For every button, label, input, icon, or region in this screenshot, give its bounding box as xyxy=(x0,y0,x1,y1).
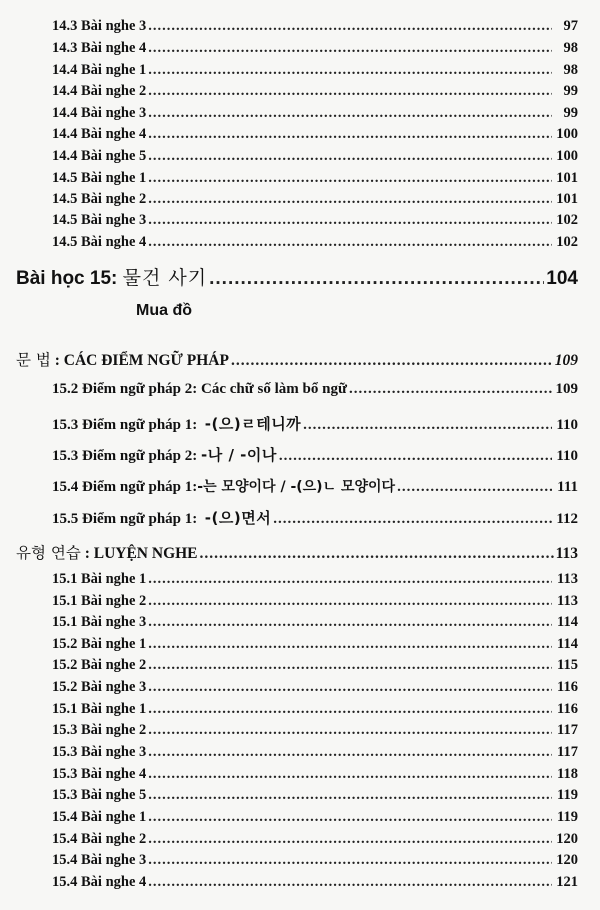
entry-page: 118 xyxy=(557,766,578,782)
section-title: : CÁC ĐIỂM NGỮ PHÁP xyxy=(54,352,229,369)
entry-page: 101 xyxy=(556,170,578,186)
dot-leader xyxy=(148,766,552,783)
grammar-label xyxy=(52,507,271,528)
entry-label: 15.4 Bài nghe 2 xyxy=(52,831,147,847)
dot-leader xyxy=(397,479,552,496)
dot-leader xyxy=(231,352,553,370)
entry-label: 15.1 Bài nghe 2 xyxy=(52,593,147,609)
dot-leader xyxy=(148,191,552,208)
entry-label: 15.2 Bài nghe 3 xyxy=(52,679,147,695)
entry-label: 15.1 Bài nghe 1 xyxy=(52,571,147,587)
toc-entry[interactable] xyxy=(52,170,578,192)
entry-page: 120 xyxy=(556,852,578,868)
dot-leader xyxy=(148,170,552,187)
dot-leader xyxy=(148,744,552,761)
entry-page: 119 xyxy=(557,787,578,803)
toc-entry[interactable] xyxy=(52,593,578,615)
grammar-page: 112 xyxy=(556,511,578,527)
entry-label: 15.3 Bài nghe 2 xyxy=(52,722,147,738)
entry-page: 99 xyxy=(563,83,578,99)
entry-label: 15.3 Bài nghe 4 xyxy=(52,766,147,782)
entry-page: 114 xyxy=(557,614,578,630)
grammar-entry[interactable] xyxy=(52,381,578,405)
entry-page: 116 xyxy=(557,679,578,695)
section-heading-grammar[interactable] xyxy=(16,348,578,372)
entry-page: 97 xyxy=(563,18,578,34)
dot-leader xyxy=(209,268,544,290)
entry-page: 119 xyxy=(557,809,578,825)
section-title: : LUYỆN NGHE xyxy=(84,545,198,562)
toc-entry[interactable] xyxy=(52,40,578,62)
section-label xyxy=(16,541,198,563)
grammar-entry[interactable] xyxy=(52,413,578,437)
dot-leader xyxy=(148,809,552,826)
section-page: 109 xyxy=(554,352,578,369)
entry-page: 99 xyxy=(563,105,578,121)
dot-leader xyxy=(148,874,552,891)
grammar-label: 15.2 Điểm ngữ pháp 2: Các chữ số làm bổ ngữ xyxy=(52,381,347,397)
dot-leader xyxy=(303,417,552,434)
entry-label: 15.1 Bài nghe 1 xyxy=(52,701,147,717)
entry-label: 14.4 Bài nghe 5 xyxy=(52,148,147,164)
entry-label: 14.3 Bài nghe 4 xyxy=(52,40,147,56)
dot-leader xyxy=(148,852,552,869)
toc-entry[interactable] xyxy=(52,614,578,636)
grammar-page: 109 xyxy=(555,381,578,397)
lesson-heading[interactable] xyxy=(16,263,578,293)
entry-label: 15.4 Bài nghe 4 xyxy=(52,874,147,890)
grammar-label-text: 15.5 Điểm ngữ pháp 1: xyxy=(52,511,198,527)
toc-entry[interactable] xyxy=(52,679,578,701)
entry-page: 100 xyxy=(556,148,578,164)
entry-page: 113 xyxy=(557,593,578,609)
toc-entry[interactable] xyxy=(52,852,578,874)
entry-page: 115 xyxy=(557,657,578,673)
grammar-korean: -(으)ㄹ테니까 xyxy=(204,415,302,433)
dot-leader xyxy=(148,105,552,122)
entry-label: 14.5 Bài nghe 4 xyxy=(52,234,147,250)
entry-label: 14.4 Bài nghe 1 xyxy=(52,62,147,78)
toc-entry[interactable] xyxy=(52,744,578,766)
dot-leader xyxy=(148,571,552,588)
entry-label: 14.3 Bài nghe 3 xyxy=(52,18,147,34)
entry-label: 15.3 Bài nghe 5 xyxy=(52,787,147,803)
dot-leader xyxy=(148,148,552,165)
entry-page: 117 xyxy=(557,744,578,760)
entry-label: 15.3 Bài nghe 3 xyxy=(52,744,147,760)
dot-leader xyxy=(148,787,552,804)
dot-leader xyxy=(148,593,552,610)
grammar-entry[interactable] xyxy=(52,444,578,468)
toc-entry[interactable] xyxy=(52,722,578,744)
dot-leader xyxy=(148,83,552,100)
entry-page: 98 xyxy=(563,62,578,78)
grammar-entry[interactable] xyxy=(52,476,578,500)
toc-entry[interactable] xyxy=(52,636,578,658)
grammar-entry[interactable] xyxy=(52,507,578,531)
entry-label: 15.4 Bài nghe 3 xyxy=(52,852,147,868)
dot-leader xyxy=(148,722,552,739)
entry-page: 102 xyxy=(556,234,578,250)
section-label xyxy=(16,348,229,370)
dot-leader xyxy=(279,448,552,465)
entry-page: 114 xyxy=(557,636,578,652)
dot-leader xyxy=(148,679,552,696)
toc-entry[interactable] xyxy=(52,148,578,170)
entry-label: 14.4 Bài nghe 3 xyxy=(52,105,147,121)
lesson-korean-title: 물건 사기 xyxy=(122,267,208,289)
lesson-prefix: Bài học 15: xyxy=(16,268,118,289)
toc-entry[interactable] xyxy=(52,105,578,127)
entry-page: 116 xyxy=(557,701,578,717)
entry-page: 102 xyxy=(556,212,578,228)
entry-label: 15.2 Bài nghe 2 xyxy=(52,657,147,673)
grammar-page: 111 xyxy=(557,479,578,495)
entry-page: 113 xyxy=(557,571,578,587)
section-korean: 유형 연습 xyxy=(16,544,81,562)
grammar-korean: -나 / -이나 xyxy=(201,446,277,464)
dot-leader xyxy=(148,701,552,718)
lesson-label xyxy=(16,263,207,290)
entry-page: 120 xyxy=(556,831,578,847)
dot-leader xyxy=(148,126,552,143)
entry-page: 121 xyxy=(556,874,578,890)
grammar-label xyxy=(52,413,301,434)
grammar-korean: -는 모양이다 / -(으)ㄴ 모양이다 xyxy=(197,479,396,495)
section-heading-listening[interactable] xyxy=(16,541,578,565)
entry-page: 101 xyxy=(556,191,578,207)
grammar-label-text: 15.3 Điểm ngữ pháp 1: xyxy=(52,417,198,433)
toc-entry[interactable] xyxy=(52,83,578,105)
entry-label: 14.4 Bài nghe 2 xyxy=(52,83,147,99)
dot-leader xyxy=(148,234,552,251)
dot-leader xyxy=(148,62,552,79)
toc-entry[interactable] xyxy=(52,874,578,896)
toc-entry[interactable] xyxy=(52,787,578,809)
entry-page: 98 xyxy=(563,40,578,56)
dot-leader xyxy=(148,614,552,631)
entry-label: 15.1 Bài nghe 3 xyxy=(52,614,147,630)
dot-leader xyxy=(148,212,552,229)
dot-leader xyxy=(200,545,554,563)
entry-page: 100 xyxy=(556,126,578,142)
entry-label: 14.5 Bài nghe 1 xyxy=(52,170,147,186)
dot-leader xyxy=(349,381,552,398)
toc-entry[interactable] xyxy=(52,18,578,40)
toc-entry[interactable] xyxy=(52,571,578,593)
toc-entry[interactable] xyxy=(52,191,578,213)
toc-entry[interactable] xyxy=(52,657,578,679)
entry-label: 15.4 Bài nghe 1 xyxy=(52,809,147,825)
dot-leader xyxy=(273,511,552,528)
grammar-label-text: 15.3 Điểm ngữ pháp 2: xyxy=(52,448,198,464)
grammar-label xyxy=(52,476,395,496)
dot-leader xyxy=(148,636,552,653)
toc-entry[interactable] xyxy=(52,809,578,831)
section-page: 113 xyxy=(555,545,578,562)
toc-entry[interactable] xyxy=(52,126,578,148)
toc-entry[interactable] xyxy=(52,62,578,84)
entry-label: 14.4 Bài nghe 4 xyxy=(52,126,147,142)
grammar-label-text: 15.4 Điểm ngữ pháp 1: xyxy=(52,479,198,495)
grammar-page: 110 xyxy=(556,448,578,464)
entry-label: 14.5 Bài nghe 3 xyxy=(52,212,147,228)
toc-entry[interactable] xyxy=(52,212,578,234)
toc-entry[interactable] xyxy=(52,701,578,723)
dot-leader xyxy=(148,831,552,848)
toc-entry[interactable] xyxy=(52,766,578,788)
dot-leader xyxy=(148,18,552,35)
toc-entry[interactable] xyxy=(52,234,578,256)
dot-leader xyxy=(148,40,552,57)
dot-leader xyxy=(148,657,552,674)
grammar-korean: -(으)면서 xyxy=(204,509,272,527)
grammar-page: 110 xyxy=(556,417,578,433)
entry-label: 15.2 Bài nghe 1 xyxy=(52,636,147,652)
toc-entry[interactable] xyxy=(52,831,578,853)
grammar-label xyxy=(52,444,277,465)
lesson-page: 104 xyxy=(546,268,578,289)
entry-label: 14.5 Bài nghe 2 xyxy=(52,191,147,207)
lesson-subtitle: Mua đồ xyxy=(136,302,192,319)
entry-page: 117 xyxy=(557,722,578,738)
section-korean: 문 법 xyxy=(16,351,51,369)
